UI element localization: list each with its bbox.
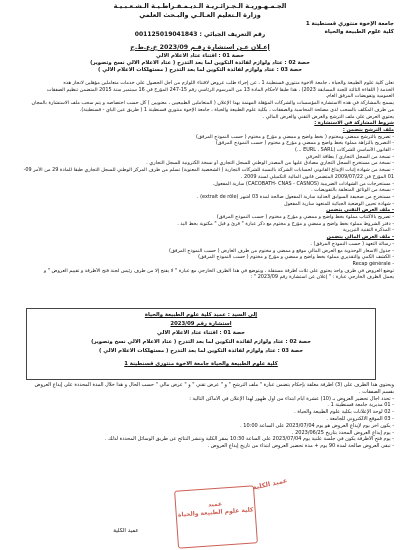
intro-line: تعلن كلية علوم الطبيعة والحياة ، جامعة الاخوة منتوري قسنطينة 1 ، عن إجراء طلب عروض لاقتناء اللوازم من أجل الحصول على خدمات متعاملين مؤهلين لانجاز هذه — [63, 80, 394, 86]
signatory: عميد الكلية — [113, 528, 139, 534]
deadline-section — [6, 382, 394, 450]
republic-title: الجـمـهـوريـة الـجـزائـريـة الـديـمـقـراطـيـة الـشـعـبـيـة — [113, 2, 287, 10]
financial-offer-heading: - ملف العرض المالي يتضمن — [326, 234, 394, 241]
conditions-heading: شروط المشاركة في الاستشارة : — [314, 120, 394, 127]
lot-2: حصة 02 : عتاد ولوازم لفائدة التكوين لما بعد التدرج ( عتاد الاعلام الالي نسخ وتصوير) — [90, 60, 310, 66]
box-recipient: إلى السيد : عميد كلية علوم الطبيعة والحياة — [144, 312, 258, 318]
box-address: كلية علوم الطبيعة والحياة جامعة الاخوة منتوري قسنطينة 1 — [124, 361, 278, 367]
deadline-line: - 03 الموقع الالكتروني للجامعة . — [326, 415, 394, 422]
notice-body — [6, 80, 394, 281]
candidacy-item: - نسخة من مستخرج السجل التجاري مصادق عليها من المصدر الوطني للسجل التجاري أو نسخة الكترونية للسجل التجاري . — [146, 160, 394, 167]
deadline-line: - 01 مديرية جامعة قسنطينة 1 . — [327, 402, 394, 409]
lot-3: حصة 03 : عتاد ولوازم لفائدة التكوين لما بعد التدرج ( مستهلكات الاعلام الالي ) — [97, 67, 303, 73]
lot-1: حصة 01 : اقتناء عتاد الاعلام الالي — [156, 53, 244, 59]
candidacy-item: - نسخة من شهادة إثبات الإيداع القانوني لحسابات الشركة بالنسبة للشركات التجارية ( الشخصية المعنوية) تسلم من طرف المركز الوطني للسجل التجاري طبقا للمادة 29 من الأمر 09- — [23, 167, 394, 174]
candidacy-item: - نسخة من السجل التجاري / بطاقة الحرفي — [305, 153, 394, 160]
official-stamp — [174, 485, 258, 548]
participation-line: من طرف المكلف بالسحب لدى مصلحة المحاسبة والصفقات ، بكلية علوم الطبيعة والحياة ، جامعة الإخوة منتوري قسنطينة 1 ( طريق عين الباي - قسنطينة). — [79, 106, 394, 113]
stamp-side-text: عميد الكلية — [251, 476, 289, 492]
envelope-address-box — [26, 308, 376, 380]
technical-item: - تصريح بالاكتتاب مملوء بخط واضح و ممضي و مؤرخ و مختوم ( حسب النموذج المرفق) — [216, 214, 394, 221]
notice-title: إعـلان عـن استشارة رقـم 2023/09 خ.ع.ط.ح — [130, 44, 270, 51]
deadline-line: - يوم إيداع العروض المحدد بتاريخ 2023/06/25 . — [291, 429, 394, 436]
box-lot-2: حصة 02 : عتاد ولوازم لفائدة التكوين لما بعد التدرج ( عتاد الاعلام الالي نسخ وتصوير) — [91, 339, 311, 345]
deadline-line: - تحدد آجال تحضير العروض بـ (10) عشرة أيام ابتداء من أول ظهور لهذا الإعلان في الأماكن التالية : — [189, 395, 394, 402]
candidacy-item: - القانون الأساسي للشركات (EURL ، SARL ...) — [295, 147, 394, 154]
financial-item: - رسالة التعهد ( حسب النموذج المرفق) . — [310, 240, 394, 247]
candidacy-item: - مستخرج من صحيفة السوابق العدلية سارية المفعول صالحة لمدة 03 أشهر (extrait de rôle) . — [196, 193, 394, 200]
participation-line: يحتوي العرض على ملف الترشح والعرض التقني والعرض المالي . — [262, 113, 394, 120]
box-lot-3: حصة 03 : عتاد ولوازم لفائدة التكوين لما بعد التدرج ( مستهلكات الاعلام الالي ) — [98, 348, 304, 354]
technical-item: - دفتر الشروط مملوء بخط واضح و ممضي و مؤرخ و مختوم مع ذكر عبارة " قرئ و قبل " مكتوبة بخط اليد . — [177, 220, 394, 227]
deadline-line: ويحتوي هذا الظرف على (3) أظرفة مغلقة بإحكام يتضمن عبارة " ملف الترشح " و " عرض تقني " و " عرض مالي " حسب الحال و هذا خلال المدة المحددة على إيداع العروض — [34, 382, 394, 388]
deadline-line: - 02 لوحة الإعلانات بكلية علوم الطبيعة والحياة . — [294, 409, 394, 416]
candidacy-item: - التصريح بالنزاهة مملوء بخط واضح و ممضي و مؤرخ و مختوم ( حسب النموذج المرفق) — [215, 140, 394, 147]
box-lot-1: حصة 01 : اقتناء عتاد الاعلام الالي — [157, 330, 245, 336]
deadline-line: - يكون آخر يوم لإيداع العروض هو يوم 2023/07/04 على الساعة 10:00 . — [240, 422, 394, 429]
ministry-title: وزارة الـتعليم العـالـي والبـحث العلمي — [139, 11, 261, 19]
envelope-line: يحمل الظرف الخارجي عبارة : " إعلان عن استشارة رقم 2023/09 " : — [250, 274, 394, 281]
stamp-line: كلية علوم الطبيعة والحياة — [177, 506, 254, 519]
candidacy-item: - نسخة من الوثائق المتعلقة بالتفويضات . — [311, 187, 394, 194]
participation-line: يسمح بالمشاركة في هذه الاستشارة المؤسسات والشركات المؤهلة المهتمة بهذا الإعلان ( المتعاملين الطبيعيين ، معنويين ) كل حسب اختصاصه و يتم سحب ملف الاستشارة بالمجان — [31, 100, 394, 107]
deadline-line: بقسم الصفقات . — [358, 388, 394, 395]
deadline-line: - تبقى العروض صالحة لمدة 90 يوم + مدة تحضير العروض ابتداء من تاريخ إيداع العروض . — [207, 443, 394, 450]
deadline-line: - يوم فتح الأظرفة يكون في جلسة علنية يوم 2023/07/04 على الساعة 10:30 بمقر الكلية وتنشر النتائج عن طريق الوسائل المحددة لذلك . — [104, 436, 394, 443]
tax-id: رقم التعريف الجبائي : 001125019041843 — [134, 31, 266, 38]
financial-item: - الكشف الكمي والتقديري مملوء بخط واضح و ممضي و مؤرخ و مختوم ( حسب النموذج المرفق) — [198, 254, 394, 261]
box-consultation: استشارة رقم 2023/09 — [170, 321, 232, 327]
candidacy-item: - شهادة تحيين الوضعية الجبائية للمتعهد سارية المفعول — [284, 200, 394, 207]
stamp-line: عميد — [207, 500, 223, 509]
candidacy-item: - مستخرجات من الشهادات الضريبية (CACOBATH- CNAS - CASNOS) سارية المفعول. — [212, 180, 394, 187]
university-name: جامعة الإخوة منتوري قسنطينة 1 — [305, 21, 394, 27]
envelope-line: توضع العروض في ظرف واحد يحتوي على ثلاث أظرفة مستقلة ، ويتوضع في هذا الظرف الخارجي مع عبارة " لا يفتح إلا من طرف رئيس لجنة فتح الأظرفة و تقييم العروض " و — [43, 267, 394, 274]
faculty-name: كلية علوم الطبيعة والحياة — [324, 29, 394, 35]
technical-item: - المذكرة التقنية التبريرية — [342, 227, 394, 234]
candidacy-item: 01 المؤرخ في 2009/07/22 المتضمن قانون المالية التكميلي لسنة 2009 . — [240, 173, 394, 180]
candidacy-file-heading: ملف الترشح يتضمن : — [342, 126, 394, 133]
document-header — [60, 2, 340, 20]
financial-item: - جدول الاسعار الوحدوية مع العرض المالي موقع و ممضى و مختوم من طرف العارض ( حسب النموذج المرفق) — [169, 247, 394, 254]
intro-line: العمومية وتفويضات المرفق العام. — [325, 93, 394, 100]
notice-lots — [30, 53, 370, 74]
technical-offer-heading: - ملف العرض التقني يتضمن — [326, 207, 394, 214]
financial-item: - Recap générale — [352, 260, 394, 267]
candidacy-item: - تصريح بالترشح ممضى ومختوم ( بخط واضح و ممضي و مؤرخ و مختوم ( حسب النموذج المرفق) — [196, 133, 394, 140]
intro-line: الخدمة ( اللقاءة الثالثة للجنة المسابقة 2023) ، هذا طبقا لأحكام المادة 13 من المرسوم الرئاسي رقم 15-247 المؤرخ في 16 سبتمبر سنة 2015 المتضمن تنظيم الصفقات — [46, 86, 394, 93]
